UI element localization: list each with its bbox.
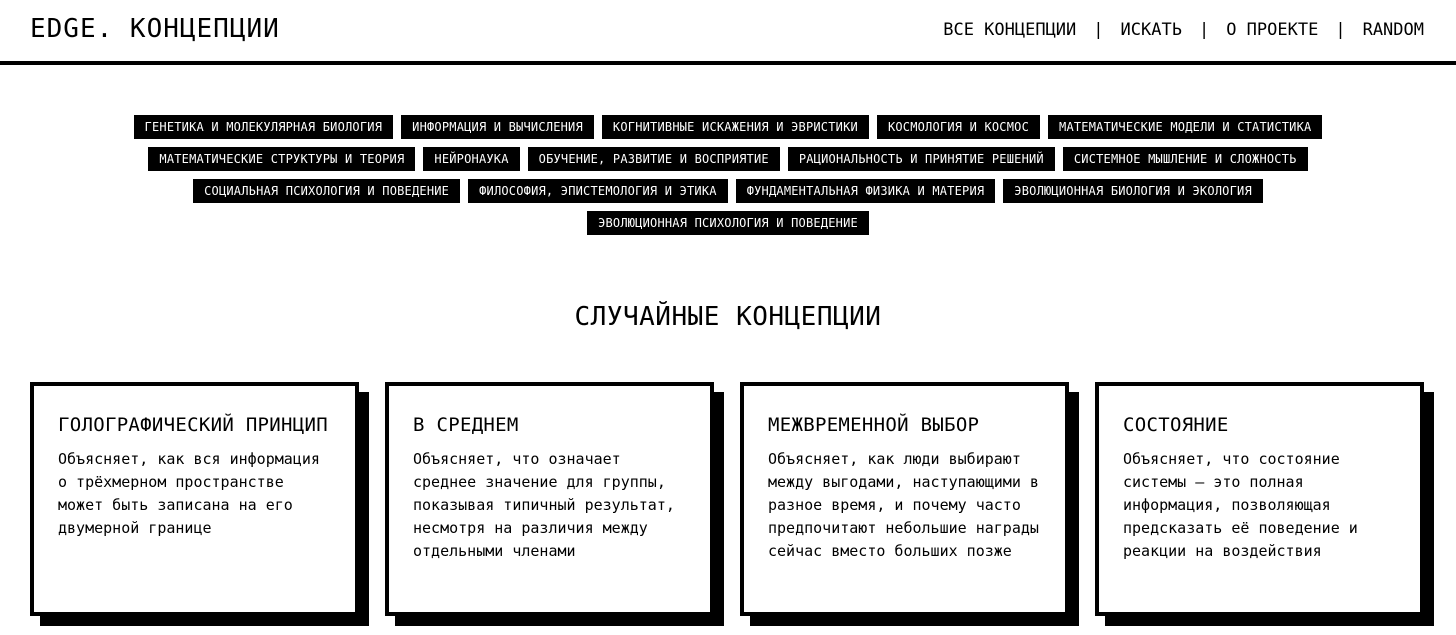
tag-cosmology[interactable]: КОСМОЛОГИЯ И КОСМОС — [877, 115, 1040, 139]
concept-card-on-average[interactable] — [385, 382, 714, 616]
card-title: МЕЖВРЕМЕННОЙ ВЫБОР — [768, 414, 980, 436]
nav-about[interactable]: О ПРОЕКТЕ — [1226, 20, 1319, 40]
tag-row — [193, 179, 1263, 203]
card-title: ГОЛОГРАФИЧЕСКИЙ ПРИНЦИП — [58, 414, 328, 436]
tag-row — [587, 211, 869, 235]
tag-math-structures[interactable]: МАТЕМАТИЧЕСКИЕ СТРУКТУРЫ И ТЕОРИЯ — [148, 147, 415, 171]
tag-fundamental-physics[interactable]: ФУНДАМЕНТАЛЬНАЯ ФИЗИКА И МАТЕРИЯ — [736, 179, 996, 203]
card-title: В СРЕДНЕМ — [413, 414, 519, 436]
tag-learning[interactable]: ОБУЧЕНИЕ, РАЗВИТИЕ И ВОСПРИЯТИЕ — [528, 147, 780, 171]
tag-information[interactable]: ИНФОРМАЦИЯ И ВЫЧИСЛЕНИЯ — [401, 115, 594, 139]
card-description: Объясняет, как вся информация о трёхмерном пространстве может быть записана на его двумерной границе — [58, 450, 320, 537]
tag-philosophy[interactable]: ФИЛОСОФИЯ, ЭПИСТЕМОЛОГИЯ И ЭТИКА — [468, 179, 728, 203]
concept-card-state[interactable] — [1095, 382, 1424, 616]
tag-math-models[interactable]: МАТЕМАТИЧЕСКИЕ МОДЕЛИ И СТАТИСТИКА — [1048, 115, 1322, 139]
random-concepts-cards — [30, 382, 1430, 626]
nav-separator: | — [1198, 20, 1210, 40]
category-tags — [60, 115, 1396, 235]
tag-rationality[interactable]: РАЦИОНАЛЬНОСТЬ И ПРИНЯТИЕ РЕШЕНИЙ — [788, 147, 1055, 171]
site-logo[interactable]: EDGE. КОНЦЕПЦИИ — [30, 14, 280, 44]
nav-separator: | — [1335, 20, 1346, 40]
concept-card-holographic[interactable] — [30, 382, 359, 616]
card-title: СОСТОЯНИЕ — [1123, 414, 1229, 436]
tag-systems-thinking[interactable]: СИСТЕМНОЕ МЫШЛЕНИЕ И СЛОЖНОСТЬ — [1063, 147, 1308, 171]
random-concepts-title: СЛУЧАЙНЫЕ КОНЦЕПЦИИ — [574, 302, 882, 332]
card-description: Объясняет, что означает среднее значение для группы, показывая типичный результат, несмотря на различия между отдельными членами — [413, 450, 675, 560]
nav-all-concepts[interactable]: ВСЕ КОНЦЕПЦИИ — [943, 20, 1077, 40]
main-nav — [943, 19, 1424, 41]
card-description: Объясняет, что состояние системы — это полная информация, позволяющая предсказать её поведение и реакции на воздействия — [1123, 450, 1358, 560]
tag-evolutionary-psychology[interactable]: ЭВОЛЮЦИОННАЯ ПСИХОЛОГИЯ И ПОВЕДЕНИЕ — [587, 211, 869, 235]
tag-genetics[interactable]: ГЕНЕТИКА И МОЛЕКУЛЯРНАЯ БИОЛОГИЯ — [134, 115, 394, 139]
card-description: Объясняет, как люди выбирают между выгодами, наступающими в разное время, и почему часто предпочитают небольшие награды сейчас вместо больших позже — [768, 450, 1039, 560]
tag-evolutionary-biology[interactable]: ЭВОЛЮЦИОННАЯ БИОЛОГИЯ И ЭКОЛОГИЯ — [1003, 179, 1263, 203]
tag-social-psychology[interactable]: СОЦИАЛЬНАЯ ПСИХОЛОГИЯ И ПОВЕДЕНИЕ — [193, 179, 460, 203]
tag-neuroscience[interactable]: НЕЙРОНАУКА — [423, 147, 519, 171]
tag-cognitive-biases[interactable]: КОГНИТИВНЫЕ ИСКАЖЕНИЯ И ЭВРИСТИКИ — [602, 115, 869, 139]
nav-separator: | — [1093, 20, 1104, 40]
nav-random[interactable]: RANDOM — [1362, 20, 1424, 40]
nav-search[interactable]: ИСКАТЬ — [1120, 20, 1182, 40]
tag-row — [134, 115, 1323, 139]
site-header — [0, 0, 1456, 65]
tag-row — [148, 147, 1307, 171]
concept-card-intertemporal-choice[interactable] — [740, 382, 1069, 616]
